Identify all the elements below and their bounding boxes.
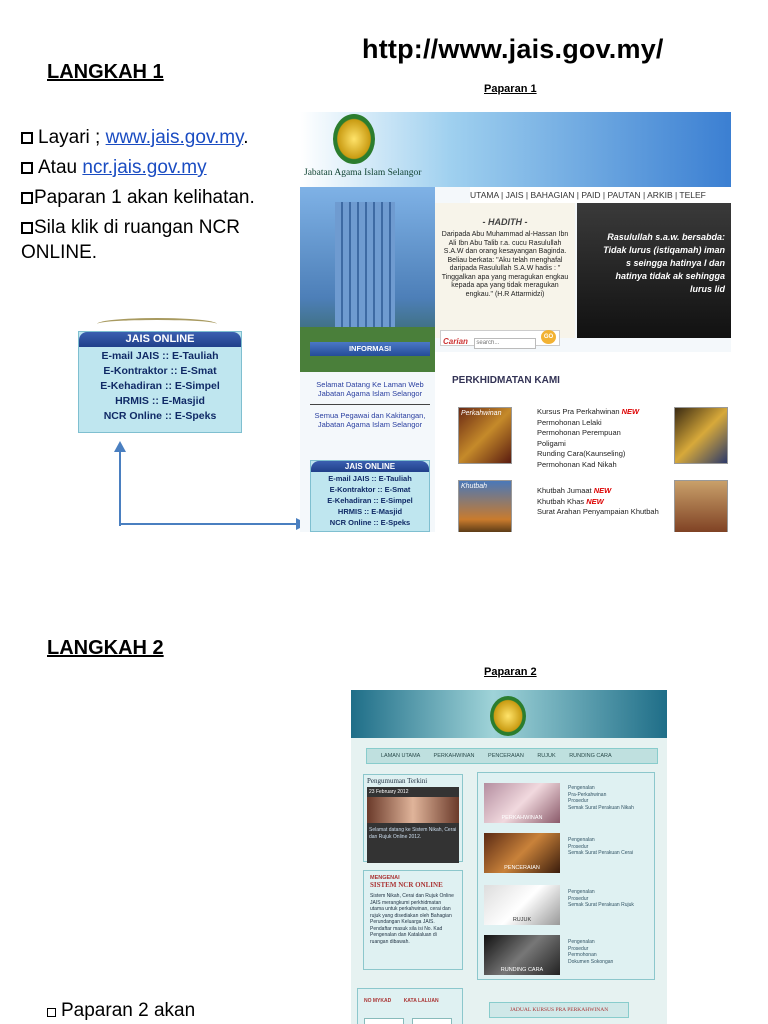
service-card[interactable] bbox=[484, 885, 560, 925]
jais-online-link[interactable]: E-mail JAIS :: E-Tauliah bbox=[328, 474, 412, 483]
instruction-paparan1: Paparan 1 akan kelihatan. bbox=[21, 185, 291, 210]
jais-online-title: JAIS ONLINE bbox=[79, 332, 241, 347]
hadith-title: - HADITH - bbox=[482, 217, 528, 227]
password-input[interactable] bbox=[412, 1018, 452, 1024]
about-panel bbox=[363, 870, 463, 970]
hadith-panel bbox=[435, 203, 575, 338]
search-go-button[interactable]: GO bbox=[541, 330, 556, 344]
checkbox-bullet-icon bbox=[21, 222, 33, 234]
instruction-paparan2: Paparan 2 akan bbox=[47, 998, 195, 1023]
mykad-input[interactable] bbox=[364, 1018, 404, 1024]
jais-online-link[interactable]: E-Kehadiran :: E-Simpel bbox=[100, 380, 220, 392]
instruction-browse: Layari ; www.jais.gov.my. bbox=[21, 125, 291, 150]
screenshot-paparan-2 bbox=[351, 690, 667, 1024]
nav-laman-utama[interactable]: LAMAN UTAMA bbox=[381, 753, 421, 759]
info-text bbox=[310, 380, 430, 429]
news-panel bbox=[363, 774, 463, 862]
jais-online-title: JAIS ONLINE bbox=[311, 461, 429, 472]
services-panel bbox=[477, 772, 655, 980]
hadith-text: Daripada Abu Muhammad al-Hassan Ibn Ali Ibn Abu Talib r.a. cucu Rasulullah S.A.W dan orang kesayangan Baginda. Beliau berkata: "Aku telah menghafal daripada Rasulullah S.A.W hadis : " Tinggalkan apa yang meragukan engkau kepada apa yang tidak meragukan engkau." (H.R Attarmidzi) bbox=[441, 231, 569, 298]
ncr-nav bbox=[366, 748, 658, 764]
nav-rujuk[interactable]: RUJUK bbox=[537, 753, 556, 759]
hadith-banner-text: Rasulullah s.a.w. bersabda: Tidak lurus (istiqamah) iman s seingga hatinya l dan hatinya tidak ak sehingga lurus lid bbox=[603, 232, 725, 294]
services-title: PERKHIDMATAN KAMI bbox=[452, 375, 560, 386]
jais-online-box-inner bbox=[310, 452, 430, 530]
info-header: INFORMASI bbox=[310, 342, 430, 356]
ncr-online-link[interactable]: NCR Online :: E-Speks bbox=[103, 410, 217, 422]
card-image-penceraian: PENCERAIAN bbox=[484, 833, 560, 873]
jais-logo-icon bbox=[333, 114, 375, 164]
halal-thumbnail[interactable] bbox=[674, 480, 728, 532]
card-image-runding-cara: RUNDING CARA bbox=[484, 935, 560, 975]
ornament-divider bbox=[97, 318, 217, 330]
search-input[interactable] bbox=[474, 338, 536, 349]
step1-heading: LANGKAH 1 bbox=[47, 61, 164, 83]
caption-paparan-2: Paparan 2 bbox=[484, 666, 537, 678]
service-card[interactable] bbox=[484, 783, 560, 823]
instruction-alternative: Atau ncr.jais.gov.my bbox=[21, 155, 291, 180]
step2-heading: LANGKAH 2 bbox=[47, 637, 164, 659]
card-image-perkahwinan: PERKAHWINAN bbox=[484, 783, 560, 823]
news-date: 23 February 2012 bbox=[369, 789, 409, 795]
jais-online-link[interactable]: E-Kontraktor :: E-Smat bbox=[329, 485, 411, 494]
search-label: Carian bbox=[443, 337, 468, 346]
jais-online-link[interactable]: HRMIS :: E-Masjid bbox=[115, 395, 205, 407]
login-pw-label: KATA LALUAN bbox=[403, 998, 439, 1004]
about-title: SISTEM NCR ONLINE bbox=[370, 881, 443, 889]
service-card[interactable] bbox=[484, 935, 560, 975]
checkbox-bullet-icon bbox=[21, 192, 33, 204]
perkahwinan-thumbnail[interactable]: Perkahwinan bbox=[458, 407, 512, 464]
about-label: MENGENAI bbox=[370, 875, 400, 881]
instruction-click-ncr: Sila klik di ruangan NCR ONLINE. bbox=[21, 217, 240, 263]
card-links-runding-cara: Pengenalan Prosedur Permohonan Dokumen Sokongan bbox=[568, 939, 614, 965]
nav-penceraian[interactable]: PENCERAIAN bbox=[488, 753, 524, 759]
jais-online-box-left bbox=[57, 318, 257, 438]
welcome-text: Selamat Datang Ke Laman Web Jabatan Agama Islam Selangor bbox=[316, 380, 424, 398]
news-photo bbox=[367, 797, 459, 823]
card-links-perkahwinan: Pengenalan Pra-Perkahwinan Prosedur Semak Surat Perakuan Nikah bbox=[568, 785, 634, 811]
card-links-rujuk: Pengenalan Prosedur Semak Surat Perakuan Rujuk bbox=[568, 889, 634, 908]
khutbah-thumbnail[interactable]: Khutbah bbox=[458, 480, 512, 532]
link-jais-gov-my[interactable]: www.jais.gov.my bbox=[105, 127, 244, 148]
login-panel bbox=[357, 988, 463, 1024]
step1-instructions bbox=[21, 125, 291, 270]
jais-online-link[interactable]: E-Kontraktor :: E-Smat bbox=[103, 365, 217, 377]
caption-paparan-1: Paparan 1 bbox=[484, 83, 537, 95]
checkbox-bullet-icon bbox=[47, 1008, 56, 1017]
staff-notice: Semua Pegawai dan Kakitangan, Jabatan Agama Islam Selangor bbox=[314, 411, 426, 429]
ncr-online-link[interactable]: NCR Online :: E-Speks bbox=[329, 518, 411, 527]
checkbox-bullet-icon bbox=[21, 162, 33, 174]
jais-logo-icon bbox=[490, 696, 526, 736]
news-title: Pengumuman Terkini bbox=[367, 777, 428, 785]
jais-online-link[interactable]: HRMIS :: E-Masjid bbox=[337, 507, 403, 516]
jais-online-link[interactable]: E-Kehadiran :: E-Simpel bbox=[327, 496, 413, 505]
service-list-perkahwinan: Kursus Pra Perkahwinan NEW Permohonan Lelaki Permohonan Perempuan Poligami Runding Cara(Kaunseling) Permohonan Kad Nikah bbox=[537, 407, 640, 469]
search-box bbox=[440, 330, 560, 346]
about-text: Sistem Nikah, Cerai dan Rujuk Online JAIS merangkumi perkhidmatan utama untuk perkahwinan, cerai dan rujuk yang disediakan oleh Bahagian Perundangan Keluarga JAIS. Pendaftar masuk sila isi No. Kad Pengenalan dan Katalaluan di ruangan dibawah. bbox=[370, 893, 454, 945]
card-image-rujuk: RUJUK bbox=[484, 885, 560, 925]
news-text: Selamat datang ke Sistem Nikah, Cerai dan Rujuk Online 2012. bbox=[369, 827, 457, 840]
link-ncr-jais-gov-my[interactable]: ncr.jais.gov.my bbox=[82, 157, 207, 178]
jais-online-link[interactable]: E-mail JAIS :: E-Tauliah bbox=[101, 350, 219, 362]
site-nav[interactable]: UTAMA | JAIS | BAHAGIAN | PAID | PAUTAN | ARKIB | TELEF bbox=[470, 187, 731, 203]
nav-runding-cara[interactable]: RUNDING CARA bbox=[569, 753, 612, 759]
checkbox-bullet-icon bbox=[21, 132, 33, 144]
course-schedule-header[interactable]: JADUAL KURSUS PRA PERKAHWINAN bbox=[489, 1002, 629, 1018]
service-thumbnail[interactable] bbox=[674, 407, 728, 464]
service-card[interactable] bbox=[484, 833, 560, 873]
site-url-title: http://www.jais.gov.my/ bbox=[362, 34, 664, 64]
login-id-label: NO MYKAD bbox=[364, 998, 392, 1004]
connector-arrow-icon bbox=[110, 438, 310, 530]
hadith-banner bbox=[577, 203, 731, 338]
service-list-khutbah: Khutbah Jumaat NEW Khutbah Khas NEW Surat Arahan Penyampaian Khutbah bbox=[537, 486, 659, 516]
org-name: Jabatan Agama Islam Selangor bbox=[304, 168, 422, 178]
card-links-penceraian: Pengenalan Prosedur Semak Surat Perakuan Cerai bbox=[568, 837, 634, 856]
nav-perkahwinan[interactable]: PERKAHWINAN bbox=[433, 753, 475, 759]
